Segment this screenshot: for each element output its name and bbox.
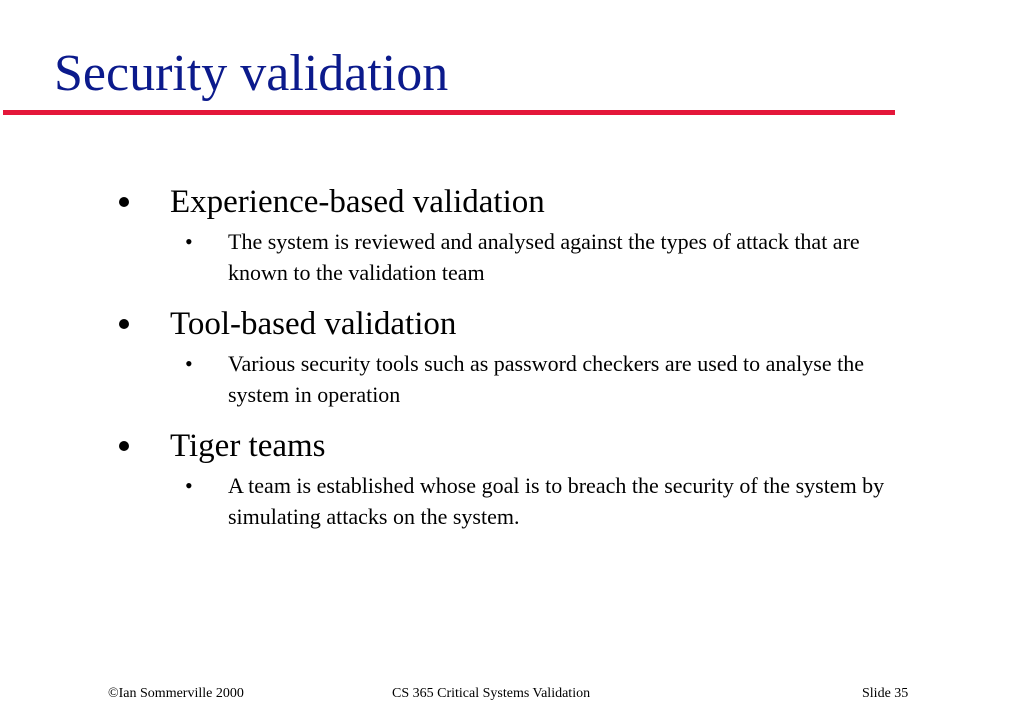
bullet-detail: A team is established whose goal is to breach the security of the system by simulating attacks on the system.	[228, 473, 885, 529]
bullet-dot-icon	[119, 197, 129, 207]
bullet-detail: Various security tools such as password checkers are used to analyse the system in operation	[228, 351, 864, 407]
footer-copyright: ©Ian Sommerville 2000	[108, 686, 244, 701]
bullet-dot-icon	[119, 441, 129, 451]
bullet-heading: Tiger teams	[170, 428, 326, 464]
sub-bullet-icon: •	[185, 229, 193, 254]
bullet-heading: Tool-based validation	[170, 306, 457, 342]
sub-bullet-icon: •	[185, 351, 193, 376]
slide-title: Security validation	[54, 45, 449, 102]
footer-course-title: CS 365 Critical Systems Validation	[392, 686, 591, 701]
bullet-heading: Experience-based validation	[170, 184, 545, 220]
bullet-detail: The system is reviewed and analysed against the types of attack that are known to the validation team	[228, 229, 860, 285]
bullet-dot-icon	[119, 319, 129, 329]
sub-bullet-icon: •	[185, 473, 193, 498]
footer-slide-number: Slide 35	[862, 686, 909, 701]
